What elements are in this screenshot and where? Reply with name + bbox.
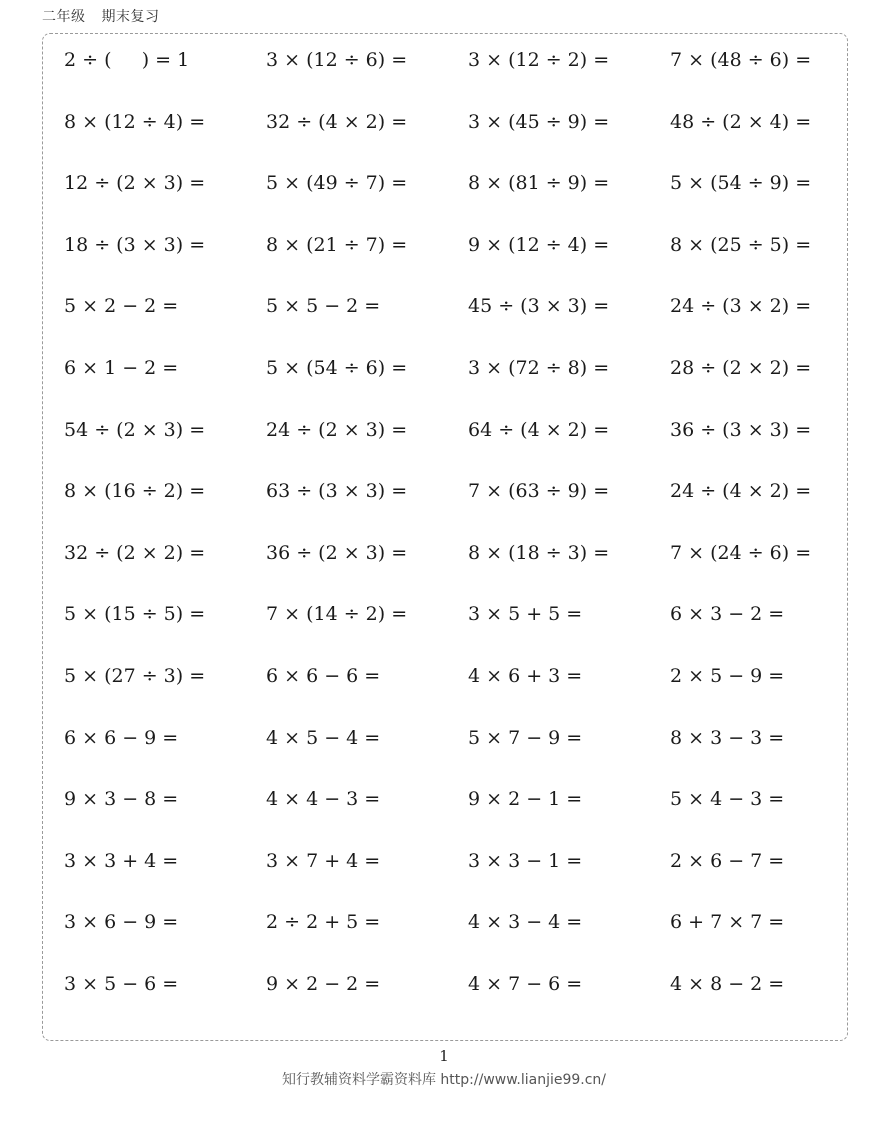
math-problem: 3 × (12 ÷ 2) = [468, 49, 610, 71]
math-problem: 6 × 6 − 6 = [266, 664, 381, 687]
math-problem: 9 × 2 − 1 = [468, 788, 583, 811]
math-problem: 5 × (15 ÷ 5) = [64, 603, 206, 626]
math-problem: 8 × (81 ÷ 9) = [468, 172, 610, 195]
math-problem: 6 × 1 − 2 = [64, 356, 179, 379]
math-problem: 9 × 2 − 2 = [266, 972, 381, 995]
math-problem: 32 ÷ (4 × 2) = [266, 110, 408, 133]
math-problem: 8 × 3 − 3 = [670, 726, 785, 749]
math-problem: 24 ÷ (2 × 3) = [266, 418, 408, 441]
math-problem: 8 × (16 ÷ 2) = [64, 480, 206, 503]
math-problem: 18 ÷ (3 × 3) = [64, 233, 206, 256]
math-problem: 7 × (63 ÷ 9) = [468, 480, 610, 503]
math-problem: 6 × 3 − 2 = [670, 603, 785, 626]
footer-source: 知行教辅资料学霸资料库 http://www.lianjie99.cn/ [281, 1072, 607, 1088]
math-problem: 32 ÷ (2 × 2) = [64, 541, 206, 564]
math-problem: 3 × 5 − 6 = [64, 972, 179, 995]
math-problem: 7 × (14 ÷ 2) = [266, 603, 408, 626]
math-problem: 2 × 6 − 7 = [670, 849, 785, 872]
math-problem: 24 ÷ (3 × 2) = [670, 295, 812, 318]
problem-grid [64, 40, 844, 1026]
page-header [42, 6, 160, 26]
math-problem: 63 ÷ (3 × 3) = [266, 480, 408, 503]
page-number: 1 [439, 1047, 449, 1065]
math-problem: 3 × (45 ÷ 9) = [468, 110, 610, 133]
math-problem: 2 ÷ ( ) = 1 [64, 49, 190, 71]
math-problem: 48 ÷ (2 × 4) = [670, 110, 812, 133]
math-problem: 36 ÷ (3 × 3) = [670, 418, 812, 441]
math-problem: 4 × 6 + 3 = [468, 664, 583, 687]
topic-label: 期末复习 [101, 9, 160, 25]
math-problem: 2 × 5 − 9 = [670, 664, 785, 687]
math-problem: 8 × (21 ÷ 7) = [266, 233, 408, 256]
math-problem: 3 × 3 + 4 = [64, 849, 179, 872]
math-problem: 5 × 2 − 2 = [64, 295, 179, 318]
math-problem: 3 × 5 + 5 = [468, 603, 583, 626]
math-problem: 64 ÷ (4 × 2) = [468, 418, 610, 441]
math-problem: 24 ÷ (4 × 2) = [670, 480, 812, 503]
math-problem: 3 × 6 − 9 = [64, 911, 179, 934]
math-problem: 5 × (54 ÷ 9) = [670, 172, 812, 195]
math-problem: 9 × 3 − 8 = [64, 788, 179, 811]
math-problem: 8 × (12 ÷ 4) = [64, 110, 206, 133]
math-problem: 36 ÷ (2 × 3) = [266, 541, 408, 564]
math-problem: 12 ÷ (2 × 3) = [64, 172, 206, 195]
grade-label: 二年级 [42, 9, 86, 25]
math-problem: 5 × (54 ÷ 6) = [266, 356, 408, 379]
math-problem: 5 × (49 ÷ 7) = [266, 172, 408, 195]
math-problem: 28 ÷ (2 × 2) = [670, 356, 812, 379]
math-problem: 3 × 3 − 1 = [468, 849, 583, 872]
math-problem: 7 × (24 ÷ 6) = [670, 541, 812, 564]
math-problem: 4 × 7 − 6 = [468, 972, 583, 995]
math-problem: 7 × (48 ÷ 6) = [670, 49, 812, 71]
math-problem: 4 × 5 − 4 = [266, 726, 381, 749]
math-problem: 5 × 4 − 3 = [670, 788, 785, 811]
math-problem: 6 + 7 × 7 = [670, 911, 785, 934]
math-problem: 54 ÷ (2 × 3) = [64, 418, 206, 441]
math-problem: 5 × (27 ÷ 3) = [64, 664, 206, 687]
math-problem: 6 × 6 − 9 = [64, 726, 179, 749]
math-problem: 2 ÷ 2 + 5 = [266, 911, 381, 934]
math-problem: 4 × 8 − 2 = [670, 972, 785, 995]
math-problem: 8 × (25 ÷ 5) = [670, 233, 812, 256]
math-problem: 4 × 3 − 4 = [468, 911, 583, 934]
math-problem: 5 × 7 − 9 = [468, 726, 583, 749]
math-problem: 8 × (18 ÷ 3) = [468, 541, 610, 564]
math-problem: 5 × 5 − 2 = [266, 295, 381, 318]
math-problem: 3 × 7 + 4 = [266, 849, 381, 872]
math-problem: 45 ÷ (3 × 3) = [468, 295, 610, 318]
math-problem: 9 × (12 ÷ 4) = [468, 233, 610, 256]
math-problem: 3 × (12 ÷ 6) = [266, 49, 408, 71]
math-problem: 3 × (72 ÷ 8) = [468, 356, 610, 379]
math-problem: 4 × 4 − 3 = [266, 788, 381, 811]
